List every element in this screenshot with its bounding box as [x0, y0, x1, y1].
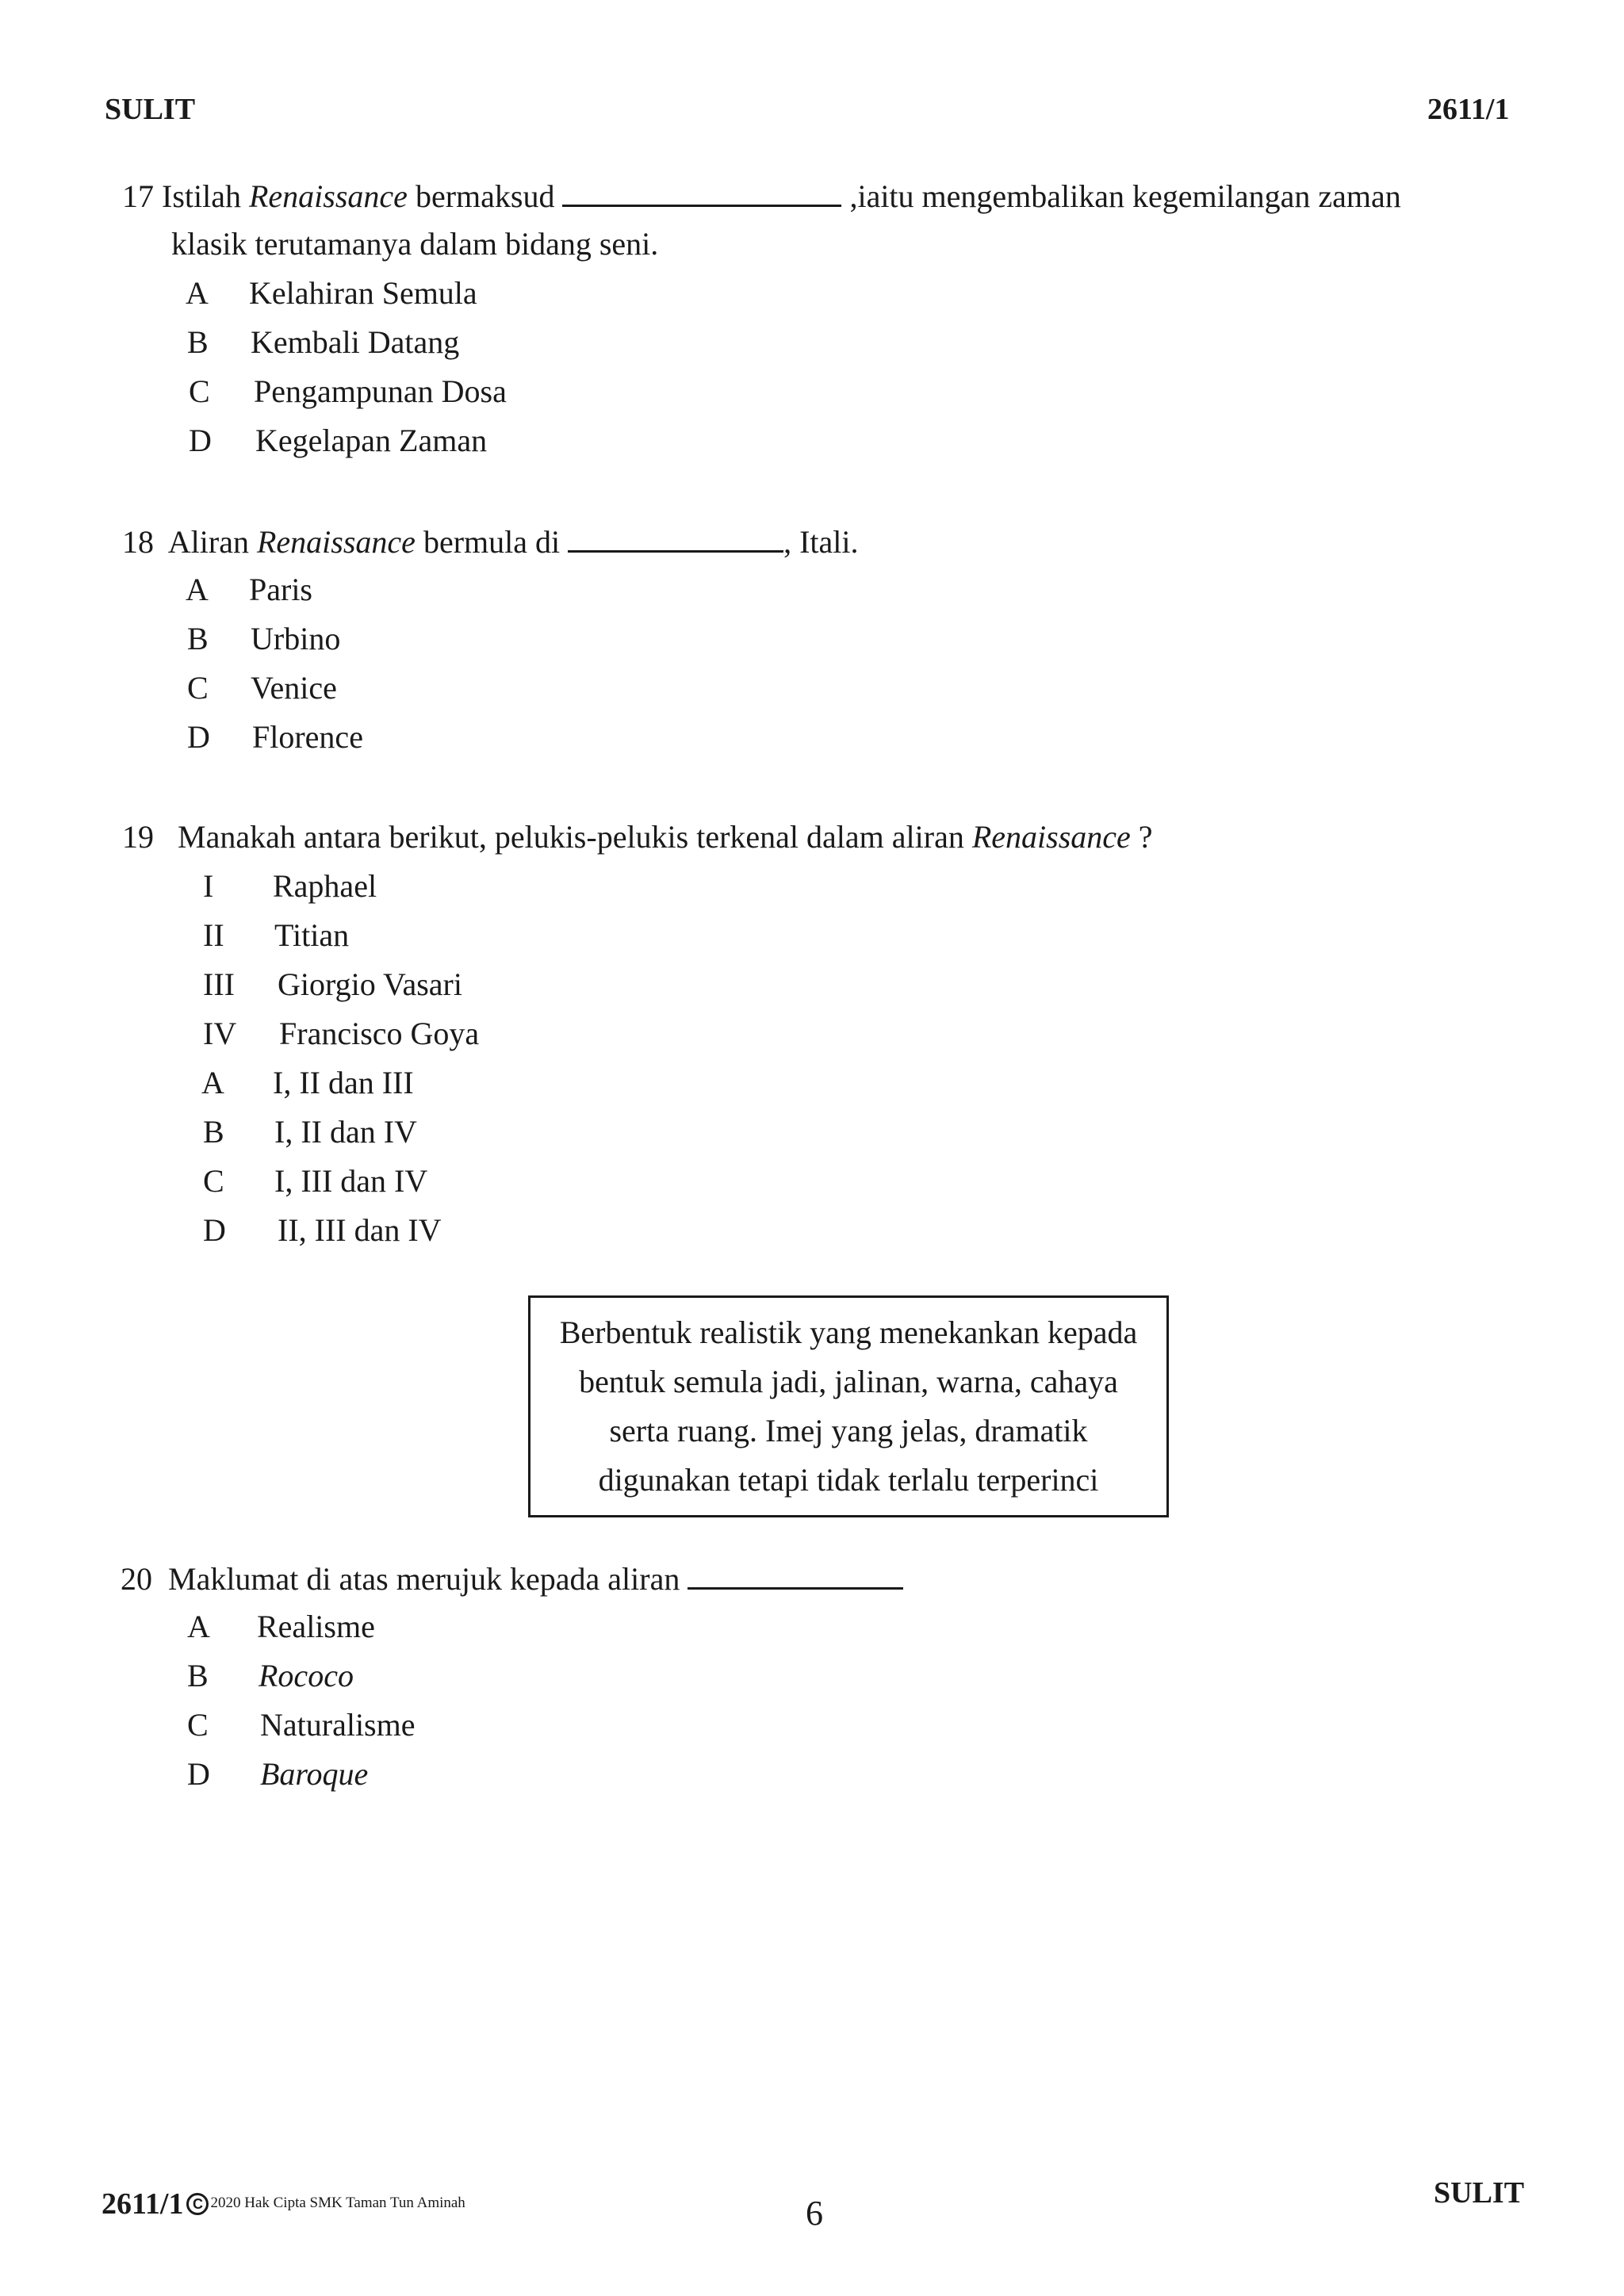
copyright-text: 2020 Hak Cipta SMK Taman Tun Aminah	[210, 2195, 465, 2211]
answer-blank	[568, 522, 783, 553]
option-letter-b: B	[187, 621, 209, 656]
option-text-b: Kembali Datang	[251, 324, 460, 360]
question-stem-line2: klasik terutamanya dalam bidang seni.	[171, 226, 659, 262]
option-text-a: I, II dan III	[273, 1065, 414, 1100]
option-text-b: I, II dan IV	[274, 1114, 417, 1150]
term-renaissance: Renaissance	[256, 524, 416, 560]
statement-text-iii: Giorgio Vasari	[278, 966, 462, 1002]
page-number: 6	[806, 2194, 823, 2233]
term-renaissance: Renaissance	[971, 819, 1131, 855]
statement-numeral-i: I	[203, 868, 214, 904]
header-paper-code: 2611/1	[1427, 93, 1510, 126]
footer-left	[102, 2187, 465, 2221]
question-number: 18	[122, 524, 154, 560]
option-text-a: Kelahiran Semula	[249, 275, 477, 311]
footer-paper-code: 2611/1	[102, 2187, 184, 2221]
info-line: digunakan tetapi tidak terlalu terperinci	[598, 1462, 1099, 1498]
option-text-c: Pengampunan Dosa	[254, 373, 507, 409]
option-letter-d: D	[203, 1212, 226, 1248]
info-line: Berbentuk realistik yang menekankan kepada	[559, 1314, 1138, 1350]
copyright-icon: C	[186, 2193, 209, 2215]
question-stem: 19 Manakah antara berikut, pelukis-pelukis terkenal dalam aliran Renaissance ?	[122, 819, 1153, 855]
option-text-d: Florence	[252, 719, 363, 755]
statement-numeral-iii: III	[203, 966, 235, 1002]
option-text-d: Baroque	[260, 1756, 369, 1792]
info-box	[528, 1295, 1169, 1517]
option-text-c: I, III dan IV	[274, 1163, 428, 1199]
option-text-d: Kegelapan Zaman	[255, 423, 488, 458]
question-number: 17	[122, 178, 154, 214]
question-number: 20	[121, 1561, 152, 1597]
option-letter-b: B	[203, 1114, 224, 1150]
option-text-a: Realisme	[257, 1609, 375, 1644]
option-letter-b: B	[187, 1658, 209, 1693]
option-text-b: Rococo	[259, 1658, 354, 1693]
option-text-d: II, III dan IV	[278, 1212, 442, 1248]
option-letter-a: A	[187, 1609, 210, 1644]
option-letter-d: D	[187, 719, 210, 755]
term-renaissance: Renaissance	[248, 178, 408, 214]
option-text-a: Paris	[249, 572, 312, 607]
option-letter-c: C	[187, 670, 209, 706]
answer-blank	[688, 1559, 903, 1590]
footer-classification: SULIT	[1434, 2176, 1525, 2210]
info-line: bentuk semula jadi, jalinan, warna, cahaya	[579, 1364, 1118, 1399]
answer-blank	[562, 176, 841, 207]
option-letter-a: A	[186, 275, 209, 311]
option-text-b: Urbino	[251, 621, 341, 656]
statement-text-iv: Francisco Goya	[279, 1016, 480, 1051]
option-text-c: Venice	[251, 670, 337, 706]
question-stem: 18 Aliran Renaissance bermula di , Itali.	[122, 522, 859, 561]
statement-numeral-ii: II	[203, 917, 224, 953]
question-stem: 20 Maklumat di atas merujuk kepada aliran	[121, 1559, 903, 1598]
option-letter-c: C	[203, 1163, 224, 1199]
option-text-c: Naturalisme	[260, 1707, 416, 1743]
option-letter-a: A	[186, 572, 209, 607]
option-letter-c: C	[187, 1707, 209, 1743]
option-letter-b: B	[187, 324, 209, 360]
option-letter-c: C	[189, 373, 210, 409]
question-stem: 17 Istilah Renaissance bermaksud ,iaitu mengembalikan kegemilangan zaman	[122, 176, 1401, 215]
question-number: 19	[122, 819, 154, 855]
statement-text-i: Raphael	[273, 868, 377, 904]
info-line: serta ruang. Imej yang jelas, dramatik	[609, 1413, 1088, 1448]
option-letter-d: D	[187, 1756, 210, 1792]
option-letter-d: D	[189, 423, 212, 458]
header-classification: SULIT	[105, 93, 196, 126]
statement-numeral-iv: IV	[203, 1016, 237, 1051]
option-letter-a: A	[201, 1065, 224, 1100]
statement-text-ii: Titian	[274, 917, 350, 953]
